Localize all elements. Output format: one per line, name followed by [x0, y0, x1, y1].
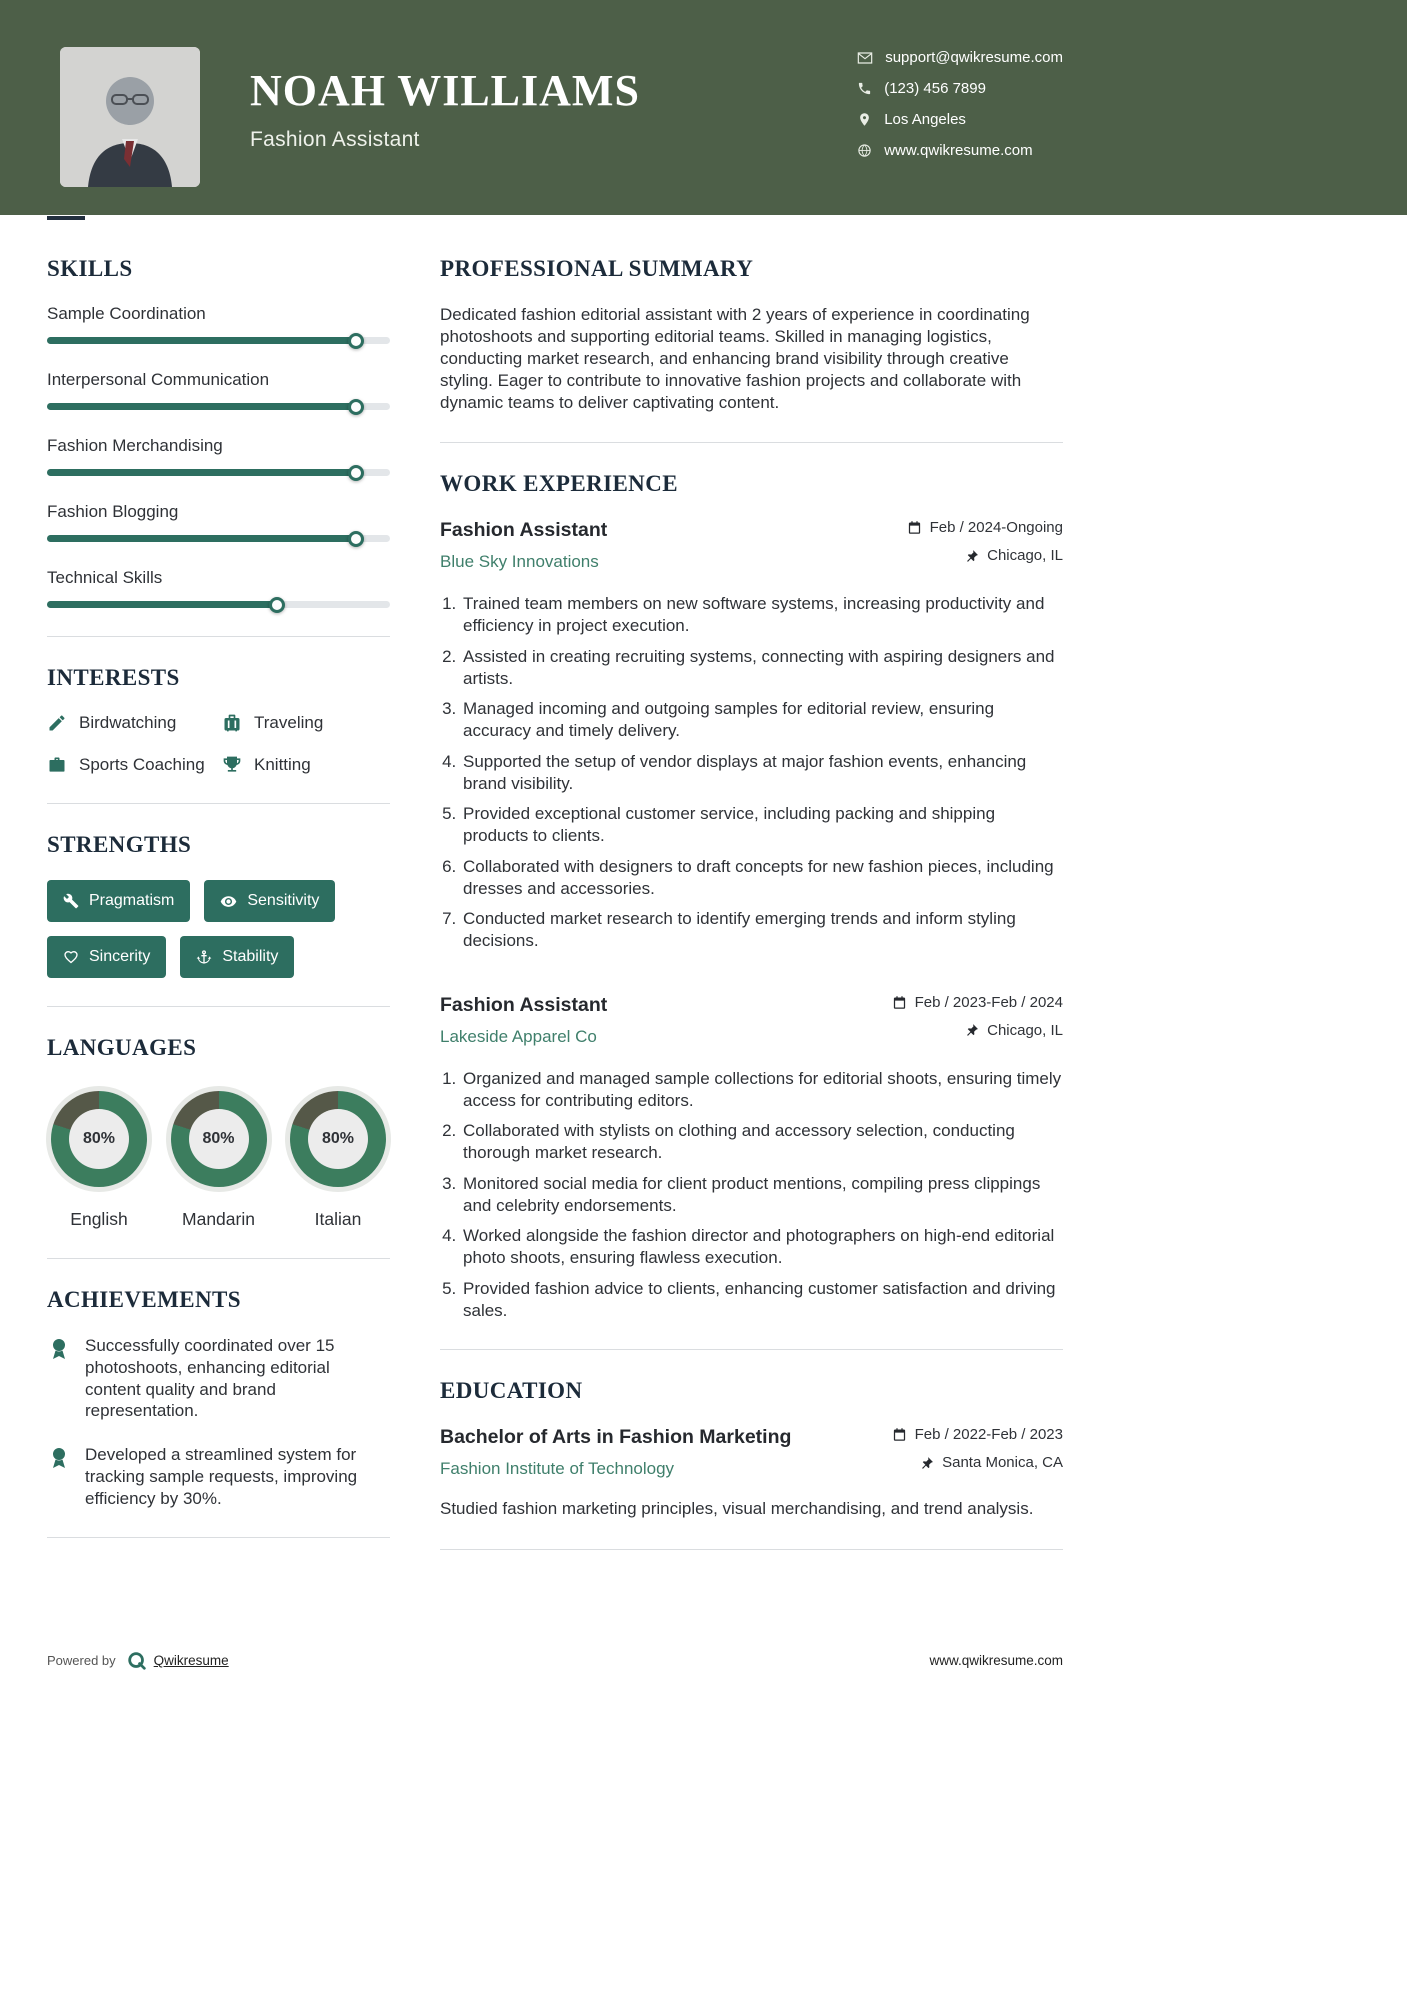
skill-bar-track	[47, 403, 390, 410]
job-head	[440, 519, 1063, 575]
contact-list	[857, 47, 1063, 159]
job-head-left	[440, 994, 607, 1047]
summary-heading: PROFESSIONAL SUMMARY	[440, 256, 754, 281]
skill-label: Sample Coordination	[47, 304, 206, 323]
job	[440, 519, 1063, 952]
job-bullet: 1. Organized and managed sample collections for editorial shoots, ensuring timely access for contributing editors.	[461, 1068, 1063, 1112]
education-section	[440, 1378, 1063, 1520]
job-title: Fashion Assistant	[440, 519, 608, 542]
skill-bar-track	[47, 337, 390, 344]
achievement-text: Successfully coordinated over 15 photoshoots, enhancing editorial content quality and brand representation.	[85, 1336, 335, 1421]
interests-section	[47, 665, 390, 775]
job-dates: Feb / 2024-Ongoing	[929, 519, 1063, 537]
left-column	[47, 256, 390, 1578]
language-item	[169, 1091, 269, 1230]
education-heading: EDUCATION	[440, 1378, 583, 1404]
job-bullet-list	[440, 1068, 1063, 1322]
eye-icon	[220, 893, 237, 910]
interest-item	[47, 755, 222, 775]
strength-label: Stability	[222, 948, 279, 965]
language-percent	[189, 1109, 249, 1169]
contact-phone[interactable]	[857, 80, 1063, 97]
language-donut	[171, 1091, 267, 1187]
job-bullet-list	[440, 593, 1063, 952]
job-bullet: 7. Conducted market research to identify emerging trends and inform styling decisions.	[461, 908, 1063, 952]
job-company: Blue Sky Innovations	[440, 552, 599, 572]
job-dates-row	[892, 994, 1063, 1011]
header-accent-tick	[47, 216, 85, 220]
job-bullet: 2. Assisted in creating recruiting systems, connecting with aspiring designers and artists.	[461, 646, 1063, 690]
job-location-row	[892, 1022, 1063, 1039]
skill-bar-track	[47, 469, 390, 476]
languages-section	[47, 1035, 390, 1230]
section-divider	[47, 1258, 390, 1259]
contact-website[interactable]	[857, 142, 1063, 159]
anchor-icon	[196, 949, 212, 965]
language-donut	[290, 1091, 386, 1187]
wrench-icon	[63, 893, 79, 909]
skill-bar-knob	[348, 531, 364, 547]
language-percent-text: 80%	[82, 1130, 116, 1147]
job-dates-row	[907, 519, 1063, 536]
interest-label: Knitting	[254, 755, 311, 774]
strengths-section	[47, 832, 390, 978]
interests-heading: INTERESTS	[47, 665, 180, 690]
interest-label: Birdwatching	[79, 713, 177, 732]
skill-label: Technical Skills	[47, 568, 163, 587]
interest-item	[222, 713, 390, 733]
experience-section	[440, 471, 1063, 1321]
section-divider	[440, 1549, 1063, 1550]
strength-badge	[180, 936, 294, 978]
award-icon	[47, 1337, 71, 1361]
globe-icon	[857, 143, 872, 158]
language-label: Mandarin	[182, 1209, 255, 1229]
job-bullet: 1. Trained team members on new software systems, increasing productivity and efficiency in project execution.	[461, 593, 1063, 637]
achievement-text: Developed a streamlined system for tracking sample requests, improving efficiency by 30%.	[85, 1445, 358, 1508]
languages-heading: LANGUAGES	[47, 1035, 197, 1060]
interest-item	[47, 713, 222, 733]
language-percent	[308, 1109, 368, 1169]
skills-section	[47, 256, 390, 608]
skill-item	[47, 370, 390, 410]
job-location: Chicago, IL	[987, 1021, 1063, 1039]
location-icon	[857, 112, 872, 127]
strength-label: Sensitivity	[247, 892, 320, 909]
achievement-item	[47, 1335, 390, 1422]
language-percent-text: 80%	[321, 1130, 355, 1147]
job-head-right	[907, 519, 1063, 575]
section-divider	[47, 636, 390, 637]
skill-label: Fashion Merchandising	[47, 436, 223, 455]
job-company: Lakeside Apparel Co	[440, 1026, 597, 1046]
language-label: Italian	[314, 1209, 362, 1229]
skill-bar-knob	[269, 597, 285, 613]
profile-photo	[60, 47, 200, 187]
job-bullet: 6. Collaborated with designers to draft concepts for new fashion pieces, including dresses and accessories.	[461, 856, 1063, 900]
skill-label: Fashion Blogging	[47, 502, 179, 521]
job-bullet: 2. Collaborated with stylists on clothing and accessory selection, conducting thorough market research.	[461, 1120, 1063, 1164]
pushpin-icon	[965, 549, 979, 563]
contact-location-text: Los Angeles	[884, 111, 966, 128]
education-head-right	[892, 1426, 1063, 1482]
section-divider	[47, 1006, 390, 1007]
language-percent	[69, 1109, 129, 1169]
contact-phone-text: (123) 456 7899	[884, 80, 986, 97]
education-head-left	[440, 1426, 791, 1479]
footer-website-link[interactable]: www.qwikresume.com	[929, 1653, 1063, 1669]
skill-bar-knob	[348, 399, 364, 415]
skill-bar-fill	[47, 601, 277, 608]
powered-by-label: Powered by	[47, 1653, 116, 1669]
award-icon	[47, 1446, 71, 1470]
interest-label: Sports Coaching	[79, 755, 205, 774]
pushpin-icon	[965, 1023, 979, 1037]
skill-bar-knob	[348, 333, 364, 349]
education-degree: Bachelor of Arts in Fashion Marketing	[440, 1426, 792, 1449]
experience-heading: WORK EXPERIENCE	[440, 471, 678, 497]
luggage-icon	[222, 713, 242, 733]
qwikresume-logo-icon	[126, 1650, 148, 1672]
skill-bar-fill	[47, 535, 356, 542]
skill-bar-fill	[47, 469, 356, 476]
job-bullet: 5. Provided fashion advice to clients, enhancing customer satisfaction and driving sales.	[461, 1278, 1063, 1322]
qwikresume-brand-link[interactable]: Qwikresume	[153, 1653, 229, 1669]
strength-badge	[47, 936, 166, 978]
job-bullet: 3. Monitored social media for client product mentions, compiling press clippings and celebrity endorsements.	[461, 1173, 1063, 1217]
section-divider	[440, 442, 1063, 443]
strength-label: Sincerity	[89, 948, 151, 965]
job-bullet: 5. Provided exceptional customer service, including packing and shipping products to clients.	[461, 803, 1063, 847]
calendar-icon	[892, 1427, 907, 1442]
education-head	[440, 1426, 1063, 1482]
achievement-item	[47, 1444, 390, 1509]
contact-email[interactable]	[857, 49, 1063, 66]
language-item	[49, 1091, 149, 1230]
skill-item	[47, 502, 390, 542]
pen-icon	[47, 713, 67, 733]
job-head-right	[892, 994, 1063, 1050]
strengths-heading: STRENGTHS	[47, 832, 192, 857]
section-divider	[47, 1537, 390, 1538]
job-head-left	[440, 519, 607, 572]
content-columns	[47, 256, 1063, 1578]
identity-block	[250, 66, 640, 152]
education-location: Santa Monica, CA	[942, 1454, 1063, 1472]
interests-grid	[47, 713, 390, 775]
contact-location	[857, 111, 1063, 128]
header-inner	[0, 0, 1063, 187]
job-bullet: 4. Worked alongside the fashion director and photographers on high-end editorial photo shoots, ensuring flawless execution.	[461, 1225, 1063, 1269]
education-location-row	[892, 1454, 1063, 1471]
pushpin-icon	[920, 1456, 934, 1470]
right-column	[440, 256, 1063, 1578]
strength-badge	[47, 880, 190, 922]
heart-icon	[63, 949, 79, 965]
skill-label: Interpersonal Communication	[47, 370, 270, 389]
language-donut	[51, 1091, 147, 1187]
phone-icon	[857, 81, 872, 96]
job-dates: Feb / 2023-Feb / 2024	[914, 993, 1063, 1011]
skill-item	[47, 568, 390, 608]
summary-text: Dedicated fashion editorial assistant with 2 years of experience in coordinating photoshoots and supporting editorial teams. Skilled in managing logistics, conducting market research, and enhancing brand visibility through creative styling. Eager to contribute to innovative fashion projects and collaborate with dynamic teams to deliver captivating content.	[440, 305, 1030, 413]
trophy-icon	[222, 755, 242, 775]
education-text: Studied fashion marketing principles, visual merchandising, and trend analysis.	[440, 1499, 1034, 1519]
languages-row	[47, 1083, 390, 1230]
person-job-title: Fashion Assistant	[250, 128, 420, 151]
skill-bar-knob	[348, 465, 364, 481]
education-school: Fashion Institute of Technology	[440, 1459, 675, 1479]
language-item	[288, 1091, 388, 1230]
interest-item	[222, 755, 390, 775]
summary-section	[440, 256, 1063, 414]
contact-email-text: support@qwikresume.com	[885, 49, 1063, 66]
job-location: Chicago, IL	[987, 547, 1063, 565]
page-footer	[47, 1650, 1063, 1672]
education-dates-row	[892, 1426, 1063, 1443]
interest-label: Traveling	[254, 713, 324, 732]
job-bullet: 3. Managed incoming and outgoing samples for editorial review, ensuring accuracy and timely delivery.	[461, 698, 1063, 742]
email-icon	[857, 50, 873, 66]
profile-photo-image	[60, 47, 200, 187]
achievements-heading: ACHIEVEMENTS	[47, 1287, 241, 1312]
education-dates: Feb / 2022-Feb / 2023	[914, 1426, 1063, 1444]
calendar-icon	[907, 520, 922, 535]
skills-heading: SKILLS	[47, 256, 133, 281]
person-name: NOAH WILLIAMS	[250, 66, 640, 115]
skill-bar-fill	[47, 337, 356, 344]
strength-badges	[47, 880, 390, 978]
calendar-icon	[892, 995, 907, 1010]
skill-bar-track	[47, 601, 390, 608]
section-divider	[47, 803, 390, 804]
skill-bar-fill	[47, 403, 356, 410]
job-location-row	[907, 547, 1063, 564]
header-band	[0, 0, 1407, 215]
job-head	[440, 994, 1063, 1050]
language-percent-text: 80%	[202, 1130, 235, 1147]
job-bullet: 4. Supported the setup of vendor displays at major fashion events, enhancing brand visibility.	[461, 751, 1063, 795]
job-title: Fashion Assistant	[440, 993, 608, 1016]
strength-badge	[204, 880, 335, 922]
language-label: English	[70, 1209, 128, 1229]
skill-bar-track	[47, 535, 390, 542]
briefcase-icon	[47, 755, 67, 775]
job	[440, 994, 1063, 1322]
skill-item	[47, 436, 390, 476]
skill-item	[47, 304, 390, 344]
achievements-section	[47, 1287, 390, 1509]
strength-label: Pragmatism	[89, 892, 175, 909]
contact-website-text: www.qwikresume.com	[884, 142, 1033, 159]
section-divider	[440, 1349, 1063, 1350]
